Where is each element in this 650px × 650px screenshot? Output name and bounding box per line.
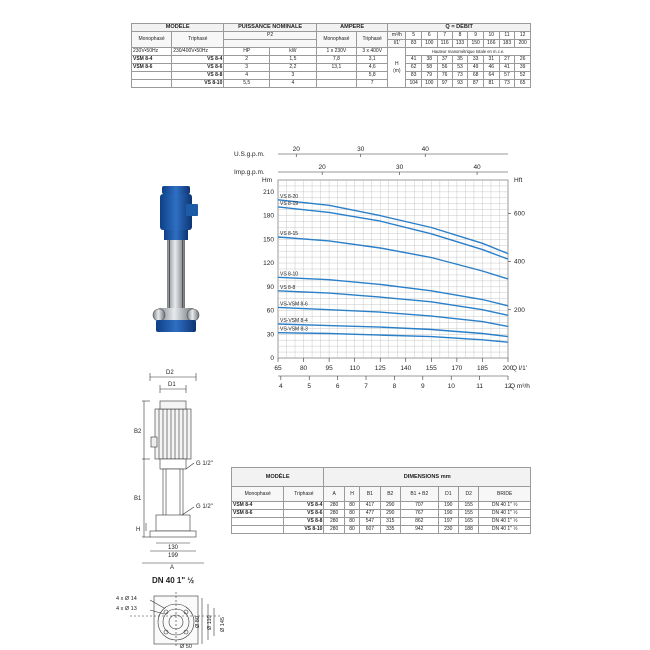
perf-row-q: 79 xyxy=(421,72,437,80)
x-tick-label: 110 xyxy=(349,365,360,372)
perf-volt-tri: 230/400V•50Hz xyxy=(172,48,224,56)
x-axis-unit: Q l/1' xyxy=(512,365,527,372)
dim-label-130: 130 xyxy=(168,545,179,551)
curve-label: VS-VSM 8-3 xyxy=(280,326,308,333)
perf-row-a1: 13,1 xyxy=(316,64,356,72)
top-us-tick-label: 20 xyxy=(292,146,300,153)
dim-col-header: A xyxy=(324,487,344,502)
table-row xyxy=(232,518,531,526)
perf-row-q: 100 xyxy=(421,80,437,88)
perf-sub-amp-mono: Monophasé xyxy=(316,32,356,48)
perf-lmin-cell: 83 xyxy=(406,40,422,48)
dimension-drawing xyxy=(130,365,225,570)
dim-row-cell: 607 xyxy=(360,526,380,534)
perf-row-q: 68 xyxy=(468,72,484,80)
curve-label: VS 8-10 xyxy=(280,271,299,278)
x2-tick-label: 11 xyxy=(476,383,483,390)
perf-row-q: 97 xyxy=(437,80,452,88)
perf-row-q: 37 xyxy=(437,56,452,64)
dim-row-tri: VS 8-6 xyxy=(284,510,324,518)
dim-row-cell: 290 xyxy=(380,510,400,518)
chart-grid xyxy=(278,154,511,380)
perf-row-tri: VS 8-4 xyxy=(172,56,224,64)
flange-d50: Ø 50 xyxy=(180,644,192,650)
perf-row-q: 83 xyxy=(406,72,422,80)
perf-row-hp: 4 xyxy=(224,72,270,80)
perf-row-q: 49 xyxy=(468,64,484,72)
dim-row-cell: DN 40 1" ½ xyxy=(479,510,531,518)
dim-row-mono: VSM 8-6 xyxy=(232,510,284,518)
dim-row-cell: 280 xyxy=(324,502,344,510)
perf-row-q: 58 xyxy=(421,64,437,72)
perf-row-mono xyxy=(132,80,172,88)
curve-label: VS-VSM 8-6 xyxy=(280,301,308,308)
perf-row-a3: 4,6 xyxy=(357,64,388,72)
dim-label-b1: B1 xyxy=(134,496,142,502)
table-row xyxy=(132,72,531,80)
dim-header-model: MODÈLE xyxy=(232,468,324,487)
table-row xyxy=(232,510,531,518)
perf-row-mono: VSM 8-4 xyxy=(132,56,172,64)
dim-row-cell: 707 xyxy=(400,502,438,510)
perf-row-kw: 1,5 xyxy=(269,56,316,64)
dim-row-cell: DN 40 1" ½ xyxy=(479,526,531,534)
perf-head-h: H xyxy=(395,60,399,67)
dim-row-cell: 280 xyxy=(324,518,344,526)
dim-sub-tri: Triphasé xyxy=(284,487,324,502)
y-tick-label: 210 xyxy=(263,188,274,196)
x2-tick-label: 10 xyxy=(447,383,455,390)
top-us-tick-label: 40 xyxy=(421,146,429,153)
perf-row-q: 76 xyxy=(437,72,452,80)
dim-col-header: D2 xyxy=(459,487,479,502)
dim-row-cell: 155 xyxy=(459,502,479,510)
y-tick-label: 90 xyxy=(266,283,274,291)
top-axis-imp-label: Imp.g.p.m. xyxy=(234,169,265,176)
top-axis-us-label: U.S.g.p.m. xyxy=(234,151,265,158)
perf-unit-lmin: l/1' xyxy=(388,40,406,48)
x-tick-label: 200 xyxy=(502,365,514,372)
x2-tick-label: 12 xyxy=(504,383,512,390)
flange-d145: Ø 145 xyxy=(220,617,226,632)
perf-header-model: MODÈLE xyxy=(132,24,224,32)
dim-row-mono xyxy=(232,518,284,526)
pump-image xyxy=(150,182,202,342)
perf-lmin-cell: 133 xyxy=(452,40,468,48)
y-tick-label: 120 xyxy=(263,260,274,268)
curve-label: VS 8-8 xyxy=(280,284,296,291)
perf-row-q: 33 xyxy=(468,56,484,64)
perf-row-a3: 7 xyxy=(357,80,388,88)
x2-tick-label: 6 xyxy=(335,383,340,390)
dim-label-g2: G 1/2" xyxy=(196,504,213,510)
dim-row-cell: 280 xyxy=(324,526,344,534)
x-tick-label: 80 xyxy=(299,365,308,372)
perf-lmin-cell: 166 xyxy=(484,40,500,48)
top-imp-tick-label: 40 xyxy=(473,164,481,171)
perf-lmin-cell: 150 xyxy=(468,40,484,48)
perf-row-q: 46 xyxy=(484,64,500,72)
dim-row-cell: 290 xyxy=(380,502,400,510)
top-imp-tick-label: 30 xyxy=(395,164,404,171)
dim-col-header: D1 xyxy=(438,487,458,502)
perf-unit-m3h: m³/h xyxy=(388,32,406,40)
perf-unit-kw: kW xyxy=(269,48,316,56)
perf-header-power: PUISSANCE NOMINALE xyxy=(224,24,316,32)
top-us-tick-label: 30 xyxy=(357,146,365,153)
flange-title: DN 40 1" ½ xyxy=(152,576,195,585)
perf-row-q: 41 xyxy=(499,64,515,72)
perf-lmin-cell: 100 xyxy=(421,40,437,48)
flange-drawing xyxy=(110,588,230,650)
dim-label-d1: D1 xyxy=(168,382,176,388)
x-tick-label: 140 xyxy=(400,365,412,372)
perf-row-q: 31 xyxy=(484,56,500,64)
performance-chart xyxy=(230,140,535,395)
dim-sub-mono: Monophasé xyxy=(232,487,284,502)
dim-row-tri: VS 8-8 xyxy=(284,518,324,526)
top-imp-tick-label: 20 xyxy=(318,164,326,171)
perf-row-hp: 5,5 xyxy=(224,80,270,88)
dim-row-cell: 190 xyxy=(438,510,458,518)
perf-row-q: 27 xyxy=(499,56,515,64)
dim-row-cell: 190 xyxy=(438,502,458,510)
perf-lmin-cell: 183 xyxy=(499,40,515,48)
dim-row-tri: VS 8-10 xyxy=(284,526,324,534)
x2-tick-label: 9 xyxy=(421,383,425,390)
perf-row-mono xyxy=(132,72,172,80)
perf-sub-amp-tri: Triphasé xyxy=(357,32,388,48)
y-tick-label: 0 xyxy=(270,355,274,362)
dim-row-cell: 80 xyxy=(344,502,359,510)
x-tick-label: 170 xyxy=(451,365,463,372)
x-tick-label: 95 xyxy=(325,365,333,372)
perf-m3h-cell: 9 xyxy=(468,32,484,40)
perf-m3h-cell: 6 xyxy=(421,32,437,40)
curve-label: VS 8-20 xyxy=(280,193,299,200)
perf-sub-p2: P2 xyxy=(224,32,316,40)
y-tick-label: 30 xyxy=(266,331,274,339)
performance-table xyxy=(131,23,531,88)
x2-tick-label: 7 xyxy=(364,383,368,390)
flange-d80: Ø 80 xyxy=(195,616,201,628)
perf-amp-volt-tri: 3 x 400V xyxy=(357,48,388,56)
perf-row-a1: 7,8 xyxy=(316,56,356,64)
dim-row-cell: DN 40 1" ½ xyxy=(479,502,531,510)
y-tick-label: 180 xyxy=(263,212,274,220)
curve-label: VS-VSM 8-4 xyxy=(280,317,308,324)
dim-row-mono: VSM 8-4 xyxy=(232,502,284,510)
perf-volt-mono: 230V•50Hz xyxy=(132,48,172,56)
perf-row-kw: 4 xyxy=(269,80,316,88)
dim-row-cell: 80 xyxy=(344,510,359,518)
perf-row-q: 35 xyxy=(452,56,468,64)
perf-m3h-cell: 8 xyxy=(452,32,468,40)
x-tick-label: 65 xyxy=(274,365,282,372)
perf-row-a3: 3,1 xyxy=(357,56,388,64)
table-row xyxy=(132,56,531,64)
table-row xyxy=(232,526,531,534)
y-axis-label: Hm xyxy=(262,177,273,184)
perf-row-q: 56 xyxy=(437,64,452,72)
dim-row-cell: 188 xyxy=(459,526,479,534)
flange-hole-label-1: 4 x Ø 14 xyxy=(116,596,137,602)
flange-d110: Ø 110 xyxy=(207,615,213,630)
dim-row-cell: 417 xyxy=(360,502,380,510)
perf-row-a1 xyxy=(316,72,356,80)
perf-row-q: 41 xyxy=(406,56,422,64)
perf-m3h-cell: 11 xyxy=(499,32,515,40)
perf-header-flow: Q = DÉBIT xyxy=(388,24,531,32)
perf-row-q: 57 xyxy=(499,72,515,80)
dim-row-cell: 165 xyxy=(459,518,479,526)
dim-col-header: BRIDE xyxy=(479,487,531,502)
perf-sub-mono: Monophasé xyxy=(132,32,172,48)
dim-row-cell: 155 xyxy=(459,510,479,518)
perf-head-note: Hauteur manométrique totale en m.c.e. xyxy=(406,48,531,56)
dim-row-cell: 315 xyxy=(380,518,400,526)
perf-head-m: (m) xyxy=(393,67,401,74)
dim-row-tri: VS 8-4 xyxy=(284,502,324,510)
dim-row-cell: 862 xyxy=(400,518,438,526)
perf-row-q: 38 xyxy=(421,56,437,64)
dim-row-cell: DN 40 1" ½ xyxy=(479,518,531,526)
dim-label-h: H xyxy=(136,527,141,533)
dim-col-header: B1 xyxy=(360,487,380,502)
perf-row-q: 87 xyxy=(468,80,484,88)
table-row xyxy=(132,64,531,72)
x2-tick-label: 8 xyxy=(392,383,397,390)
dim-col-header: B2 xyxy=(380,487,400,502)
perf-m3h-cell: 5 xyxy=(406,32,422,40)
perf-lmin-cell: 200 xyxy=(515,40,531,48)
perf-row-a1 xyxy=(316,80,356,88)
dim-col-header: B1 + B2 xyxy=(400,487,438,502)
perf-head-label xyxy=(388,48,406,88)
perf-row-q: 65 xyxy=(515,80,531,88)
perf-row-q: 64 xyxy=(484,72,500,80)
perf-row-tri: VS 8-10 xyxy=(172,80,224,88)
dim-label-199: 199 xyxy=(168,553,179,559)
y2-axis-label: Hft xyxy=(514,177,523,184)
dim-row-cell: 280 xyxy=(324,510,344,518)
perf-row-q: 104 xyxy=(406,80,422,88)
table-row xyxy=(232,502,531,510)
x-tick-label: 155 xyxy=(425,365,437,372)
y2-tick-label: 400 xyxy=(514,258,525,266)
x2-tick-label: 4 xyxy=(279,383,283,390)
dimensions-table xyxy=(231,467,531,534)
dim-col-header: H xyxy=(344,487,359,502)
y-tick-label: 60 xyxy=(266,307,274,315)
perf-row-q: 26 xyxy=(515,56,531,64)
perf-row-q: 73 xyxy=(499,80,515,88)
perf-p2-spacer xyxy=(224,40,316,48)
perf-row-q: 53 xyxy=(452,64,468,72)
perf-row-q: 81 xyxy=(484,80,500,88)
perf-lmin-cell: 116 xyxy=(437,40,452,48)
curve-label: VS 8-15 xyxy=(280,230,299,237)
perf-amp-volt-mono: 1 x 230V xyxy=(316,48,356,56)
dim-label-b2: B2 xyxy=(134,429,142,435)
perf-row-kw: 2,2 xyxy=(269,64,316,72)
curve-label: VS 8-19 xyxy=(280,200,299,207)
perf-row-mono: VSM 8-6 xyxy=(132,64,172,72)
perf-row-kw: 3 xyxy=(269,72,316,80)
perf-row-hp: 2 xyxy=(224,56,270,64)
dim-row-cell: 230 xyxy=(438,526,458,534)
dim-row-cell: 335 xyxy=(380,526,400,534)
dim-row-cell: 197 xyxy=(438,518,458,526)
y2-tick-label: 200 xyxy=(514,306,525,314)
dim-row-cell: 547 xyxy=(360,518,380,526)
x-tick-label: 125 xyxy=(374,365,386,372)
perf-row-q: 73 xyxy=(452,72,468,80)
x2-axis-unit: Q m³/h xyxy=(510,383,530,390)
dim-label-a: A xyxy=(170,565,175,570)
perf-row-tri: VS 8-6 xyxy=(172,64,224,72)
y2-tick-label: 600 xyxy=(514,210,525,218)
perf-m3h-cell: 10 xyxy=(484,32,500,40)
dim-row-cell: 80 xyxy=(344,526,359,534)
perf-row-hp: 3 xyxy=(224,64,270,72)
x-tick-label: 185 xyxy=(477,365,488,372)
dim-row-cell: 477 xyxy=(360,510,380,518)
perf-row-a3: 5,8 xyxy=(357,72,388,80)
flange-hole-label-2: 4 x Ø 13 xyxy=(116,606,137,612)
perf-m3h-cell: 7 xyxy=(437,32,452,40)
dim-label-d2: D2 xyxy=(166,370,174,376)
perf-row-q: 62 xyxy=(406,64,422,72)
y-tick-label: 150 xyxy=(263,236,274,244)
dim-row-cell: 767 xyxy=(400,510,438,518)
perf-header-ampere: AMPERE xyxy=(316,24,388,32)
dim-label-g1: G 1/2" xyxy=(196,461,213,467)
table-row xyxy=(132,80,531,88)
perf-row-q: 93 xyxy=(452,80,468,88)
dim-row-mono xyxy=(232,526,284,534)
perf-m3h-cell: 12 xyxy=(515,32,531,40)
x2-tick-label: 5 xyxy=(307,383,312,390)
dim-header-dimensions: DIMENSIONS mm xyxy=(324,468,531,487)
perf-row-tri: VS 8-8 xyxy=(172,72,224,80)
perf-row-q: 52 xyxy=(515,72,531,80)
perf-sub-tri: Triphasé xyxy=(172,32,224,48)
perf-unit-hp: HP xyxy=(224,48,270,56)
dim-row-cell: 942 xyxy=(400,526,438,534)
dim-row-cell: 80 xyxy=(344,518,359,526)
perf-row-q: 39 xyxy=(515,64,531,72)
